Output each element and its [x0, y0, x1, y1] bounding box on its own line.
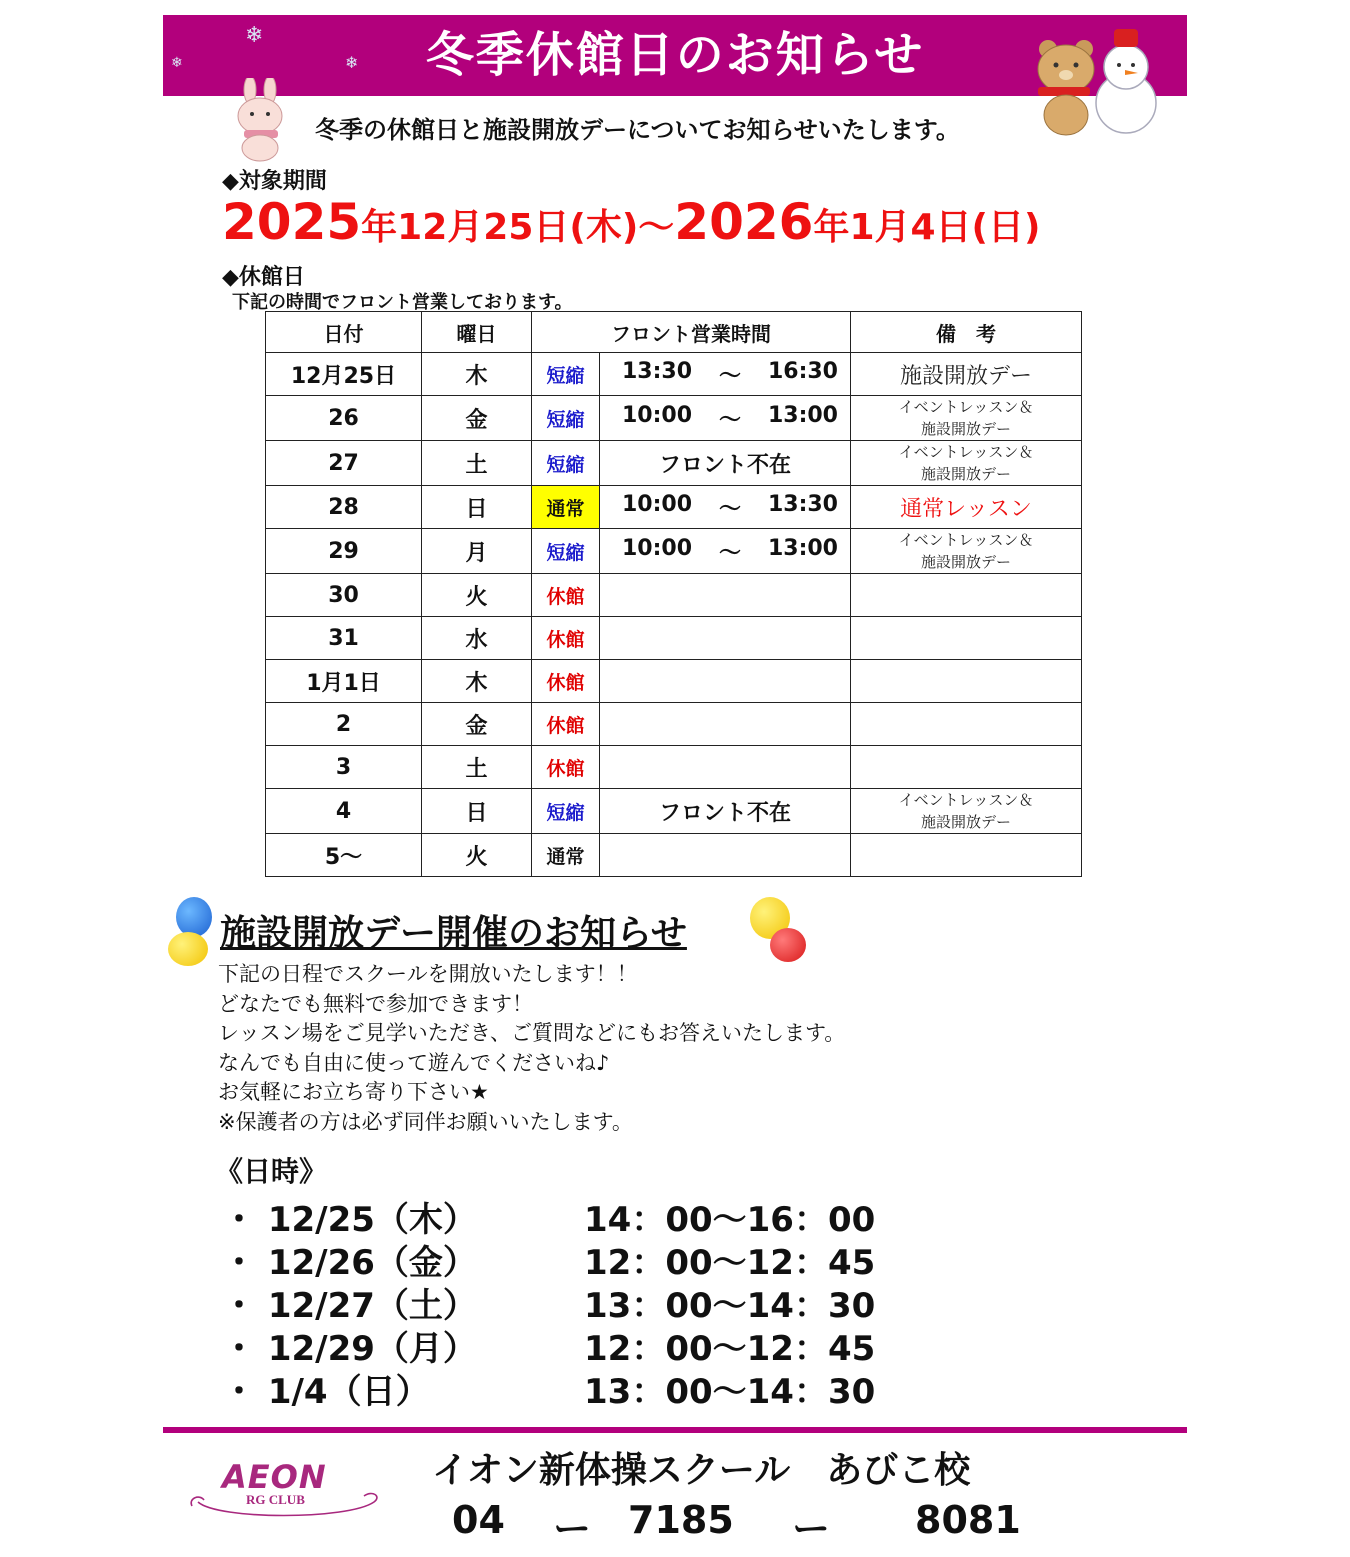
open-day-date: ・ 12/29（月） — [222, 1329, 477, 1369]
cell-status: 通常 — [532, 486, 600, 529]
description-line: ※保護者の方は必ず同伴お願いいたします。 — [218, 1109, 633, 1134]
table-row — [266, 617, 1082, 660]
open-day-time: 12：00～12：45 — [584, 1329, 876, 1369]
open-day-time: 13：00～14：30 — [584, 1372, 876, 1412]
open-day-schedule-item — [222, 1321, 875, 1370]
cell-weekday: 火 — [422, 834, 532, 877]
open-day-title: 施設開放デー開催のお知らせ — [220, 913, 687, 954]
header-remarks: 備 考 — [851, 312, 1082, 353]
phone-part: 04 — [452, 1498, 505, 1542]
cell-date: 1月1日 — [266, 660, 422, 703]
cell-remarks: イベントレッスン＆ 施設開放デー — [851, 529, 1082, 574]
cell-status: 休館 — [532, 574, 600, 617]
table-row — [266, 353, 1082, 396]
cell-remarks — [851, 660, 1082, 703]
open-day-schedule-item — [222, 1364, 875, 1413]
cell-weekday: 月 — [422, 529, 532, 574]
open-day-time: 13：00～14：30 — [584, 1286, 876, 1326]
cell-weekday: 火 — [422, 574, 532, 617]
snowflake-icon: ❄ — [171, 55, 183, 71]
aeon-logo — [188, 1458, 384, 1528]
time-close: 13:00 — [767, 535, 838, 561]
period-range — [222, 193, 1040, 251]
cell-date: 29 — [266, 529, 422, 574]
cell-front-hours: フロント不在 — [600, 441, 851, 486]
cell-status: 休館 — [532, 660, 600, 703]
cell-date: 2 — [266, 703, 422, 746]
cell-weekday: 木 — [422, 353, 532, 396]
table-header-row — [266, 312, 1082, 353]
logo-swirl — [188, 1486, 384, 1520]
description-line: 下記の日程でスクールを開放いたします！！ — [218, 962, 638, 986]
phone-dash: ー — [553, 1507, 592, 1551]
cell-remarks — [851, 574, 1082, 617]
cell-weekday: 日 — [422, 789, 532, 834]
header-date: 日付 — [266, 312, 422, 353]
cell-front-hours — [600, 660, 851, 703]
open-day-description — [218, 960, 845, 1137]
balloon-icon — [176, 897, 212, 937]
cell-status: 短縮 — [532, 441, 600, 486]
open-day-date: ・ 12/27（土） — [222, 1286, 477, 1326]
rabbit-illustration — [222, 78, 302, 162]
description-line: レッスン場をご見学いただき、ご質問などにもお答えいたします。 — [218, 1021, 846, 1045]
cell-date: 5～ — [266, 834, 422, 877]
header-front-hours: フロント営業時間 — [532, 312, 851, 353]
page-title: 冬季休館日のお知らせ — [425, 27, 925, 83]
cell-weekday: 土 — [422, 441, 532, 486]
open-day-time: 14：00～16：00 — [584, 1200, 876, 1240]
cell-front-hours — [600, 353, 851, 396]
footer-divider — [163, 1427, 1187, 1433]
school-name: イオン新体操スクール あびこ校 — [432, 1450, 971, 1491]
cell-status: 短縮 — [532, 396, 600, 441]
cell-front-hours — [600, 574, 851, 617]
cell-status: 短縮 — [532, 789, 600, 834]
cell-status: 短縮 — [532, 529, 600, 574]
cell-front-hours — [600, 703, 851, 746]
open-day-date: ・ 12/25（木） — [222, 1200, 477, 1240]
datetime-heading: 《日時》 — [215, 1155, 328, 1188]
table-row — [266, 834, 1082, 877]
cell-status: 休館 — [532, 746, 600, 789]
open-day-date: ・ 12/26（金） — [222, 1243, 477, 1283]
table-row — [266, 574, 1082, 617]
cell-weekday: 金 — [422, 396, 532, 441]
open-day-schedule-item — [222, 1192, 875, 1241]
cell-weekday: 土 — [422, 746, 532, 789]
open-day-date: ・ 1/4（日） — [222, 1372, 430, 1412]
table-row — [266, 529, 1082, 574]
logo-text: AEON — [222, 1458, 327, 1496]
table-row — [266, 660, 1082, 703]
cell-date: 3 — [266, 746, 422, 789]
cell-remarks: イベントレッスン＆ 施設開放デー — [851, 789, 1082, 834]
period-date-end: 年1月4日(日) — [813, 207, 1041, 248]
cell-status: 短縮 — [532, 353, 600, 396]
table-row — [266, 789, 1082, 834]
bear-snowman-illustration — [1008, 25, 1170, 140]
cell-status: 休館 — [532, 703, 600, 746]
time-separator: ～ — [718, 407, 741, 433]
cell-date: 12月25日 — [266, 353, 422, 396]
cell-remarks: 通常レッスン — [851, 486, 1082, 529]
phone-part: 7185 — [628, 1498, 734, 1542]
cell-weekday: 水 — [422, 617, 532, 660]
cell-remarks — [851, 617, 1082, 660]
closure-heading: ◆休館日 — [222, 265, 305, 290]
cell-date: 26 — [266, 396, 422, 441]
time-close: 16:30 — [767, 358, 838, 384]
cell-weekday: 日 — [422, 486, 532, 529]
period-year-start: 2025 — [222, 193, 362, 251]
time-separator: ～ — [718, 540, 741, 566]
time-open: 10:00 — [622, 402, 693, 428]
cell-remarks — [851, 703, 1082, 746]
cell-front-hours — [600, 396, 851, 441]
intro-text: 冬季の休館日と施設開放デーについてお知らせいたします。 — [315, 116, 960, 144]
cell-status: 休館 — [532, 617, 600, 660]
cell-date: 30 — [266, 574, 422, 617]
table-row — [266, 486, 1082, 529]
cell-date: 4 — [266, 789, 422, 834]
time-close: 13:00 — [767, 402, 838, 428]
balloon-icon — [168, 932, 208, 966]
time-separator: ～ — [718, 363, 741, 389]
balloon-icon — [770, 928, 806, 962]
cell-remarks: イベントレッスン＆ 施設開放デー — [851, 441, 1082, 486]
cell-date: 31 — [266, 617, 422, 660]
header-weekday: 曜日 — [422, 312, 532, 353]
time-open: 13:30 — [622, 358, 693, 384]
cell-front-hours — [600, 746, 851, 789]
cell-date: 28 — [266, 486, 422, 529]
table-row — [266, 703, 1082, 746]
cell-status: 通常 — [532, 834, 600, 877]
open-day-schedule-item — [222, 1235, 875, 1284]
cell-remarks — [851, 834, 1082, 877]
table-row — [266, 441, 1082, 486]
time-close: 13:30 — [767, 491, 838, 517]
phone-dash: ー — [792, 1507, 831, 1551]
snowflake-icon: ❄ — [245, 23, 264, 48]
table-row — [266, 746, 1082, 789]
closure-note: 下記の時間でフロント営業しております。 — [232, 292, 573, 313]
time-open: 10:00 — [622, 535, 693, 561]
cell-weekday: 木 — [422, 660, 532, 703]
cell-front-hours — [600, 529, 851, 574]
cell-weekday: 金 — [422, 703, 532, 746]
time-separator: ～ — [718, 496, 741, 522]
open-day-time: 12：00～12：45 — [584, 1243, 876, 1283]
cell-front-hours: フロント不在 — [600, 789, 851, 834]
cell-front-hours — [600, 617, 851, 660]
cell-remarks: 施設開放デー — [851, 353, 1082, 396]
description-line: どなたでも無料で参加できます！ — [218, 991, 533, 1016]
cell-remarks: イベントレッスン＆ 施設開放デー — [851, 396, 1082, 441]
period-year-end: 2026 — [674, 193, 814, 251]
closure-schedule-table — [265, 311, 1082, 877]
period-heading: ◆対象期間 — [222, 169, 327, 194]
phone-part: 8081 — [915, 1498, 1021, 1542]
period-date-start: 年12月25日(木)～ — [361, 207, 675, 248]
table-row — [266, 396, 1082, 441]
snowflake-icon: ❄ — [345, 53, 359, 72]
description-line: なんでも自由に使って遊んでくださいね♪ — [218, 1050, 610, 1075]
cell-remarks — [851, 746, 1082, 789]
cell-front-hours — [600, 486, 851, 529]
time-open: 10:00 — [622, 491, 693, 517]
cell-date: 27 — [266, 441, 422, 486]
logo-subtext: RG CLUB — [246, 1492, 305, 1507]
cell-front-hours — [600, 834, 851, 877]
open-day-schedule-item — [222, 1278, 875, 1327]
description-line: お気軽にお立ち寄り下さい★ — [218, 1080, 489, 1104]
